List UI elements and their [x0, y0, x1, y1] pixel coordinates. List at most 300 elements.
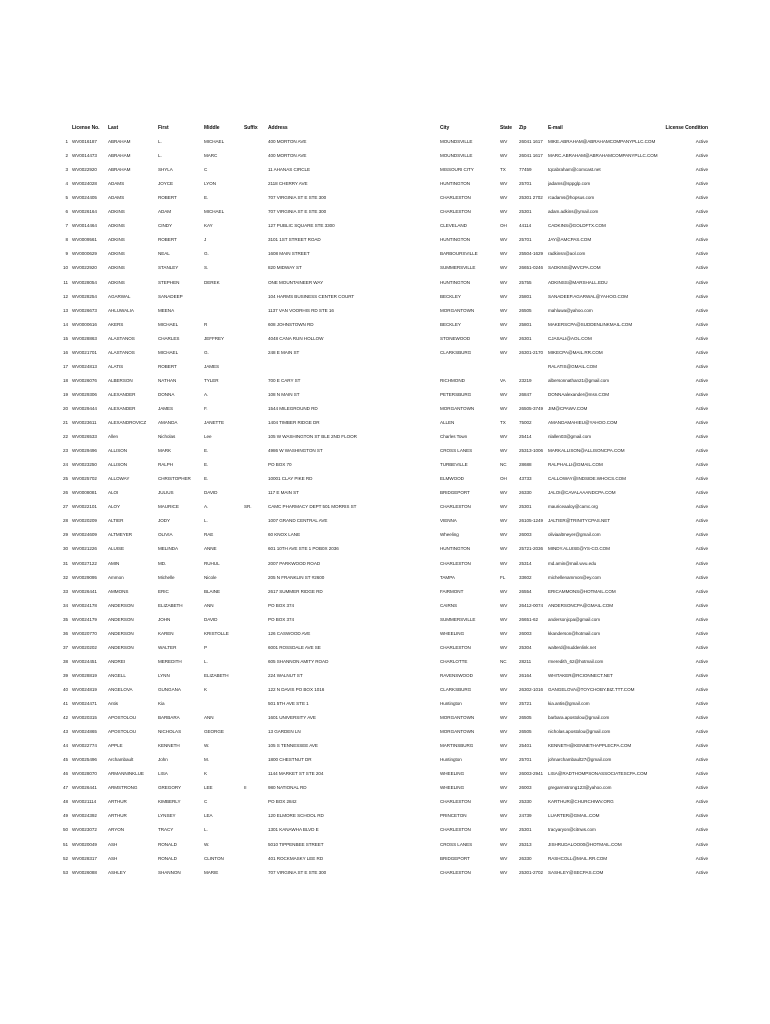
license-no-cell: WV0025496 [72, 757, 97, 763]
row-number: 45 [62, 757, 68, 763]
email-cell: johnarchambault27@gmail.com [548, 757, 612, 763]
address-cell: 980 NATIONAL RD [268, 785, 307, 791]
license-condition-cell: Active [695, 616, 708, 622]
last-name-cell: ADKINS [108, 265, 125, 271]
table-row [0, 192, 770, 203]
table-row [0, 319, 770, 330]
state-cell: WV [500, 616, 508, 622]
city-cell: HUNTINGTON [440, 546, 471, 552]
zip-cell: 26003 [519, 630, 532, 636]
row-number: 1 [65, 139, 68, 144]
zip-cell: 26301-2170 [519, 349, 544, 355]
row-number: 12 [62, 293, 68, 299]
license-condition-cell: Active [695, 686, 708, 692]
address-cell: 117 E MAIN ST [268, 490, 299, 496]
address-cell: 1137 VAN VOORHIS RD STE 16 [268, 307, 334, 313]
address-cell: 707 VIRGINIA ST E STE 300 [268, 869, 327, 875]
table-row [0, 220, 770, 231]
table-row [0, 417, 770, 428]
city-cell: SUMMERSVILLE [440, 616, 476, 622]
zip-cell: 26003-2941 [519, 771, 544, 777]
state-cell: WV [500, 349, 508, 355]
state-cell: WV [500, 729, 508, 735]
license-no-cell: WV0024028 [72, 181, 97, 187]
license-condition-cell: Active [695, 420, 708, 425]
address-cell: 2118 CHERRY AVE [268, 181, 308, 187]
zip-cell: 25721 [519, 701, 532, 706]
address-cell: 122 N DAVIS PO BOX 1016 [268, 686, 325, 692]
first-name-cell: SHYLA [158, 167, 173, 173]
zip-cell: 25801 [519, 293, 532, 299]
zip-cell: 25401 [519, 743, 532, 749]
city-cell: BRIDGEPORT [440, 855, 470, 861]
last-name-cell: ALTMEYER [108, 532, 133, 538]
license-no-cell: WV0020209 [72, 518, 97, 524]
row-number: 41 [62, 701, 68, 706]
header-license-condition: License Condition [665, 125, 708, 131]
table-row [0, 150, 770, 161]
middle-name-cell: GEORGE [204, 729, 224, 735]
email-cell: KENNETH@KENNETHAPPLECPA.COM [548, 743, 632, 749]
row-number: 28 [62, 518, 68, 524]
license-condition-cell: Active [695, 644, 708, 650]
state-cell: NC [500, 462, 507, 468]
table-row [0, 459, 770, 470]
last-name-cell: ASHLEY [108, 869, 126, 875]
zip-cell: 26003 [519, 785, 532, 791]
zip-cell: 25721-2036 [519, 546, 544, 552]
first-name-cell: MELINDA [158, 546, 179, 552]
first-name-cell: ROBERT [158, 237, 177, 243]
email-cell: JAY@AMCPAS.COM [548, 237, 592, 243]
middle-name-cell: JAMES [204, 363, 220, 369]
state-cell: WV [500, 237, 508, 243]
first-name-cell: GREGORY [158, 785, 182, 791]
city-cell: Wheeling [440, 532, 459, 538]
first-name-cell: ERIC [158, 588, 169, 594]
middle-name-cell: MICHAEL [204, 209, 225, 215]
license-no-cell: WV0028054 [72, 279, 97, 285]
table-row [0, 487, 770, 498]
email-cell: oliviaaltmeyer@gmail.com [548, 532, 601, 538]
last-name-cell: ALATIS [108, 363, 124, 369]
last-name-cell: Allen [108, 434, 118, 440]
middle-name-cell: JANETTE [204, 420, 225, 425]
middle-name-cell: K [204, 771, 208, 777]
middle-name-cell: A. [204, 391, 209, 397]
city-cell: Huntington [440, 701, 462, 706]
license-condition-cell: Active [695, 181, 708, 187]
table-row [0, 473, 770, 484]
table-row [0, 558, 770, 569]
license-condition-cell: Active [695, 363, 708, 369]
zip-cell: 75002 [519, 420, 532, 425]
address-cell: 6001 ROSSDALE AVE SE [268, 644, 321, 650]
header-state: State [500, 125, 512, 131]
state-cell: WV [500, 448, 508, 454]
first-name-cell: JULIUS [158, 490, 174, 496]
zip-cell: 25301 [519, 827, 532, 833]
city-cell: WHEELING [440, 785, 465, 791]
middle-name-cell: MARIE [204, 869, 219, 875]
email-cell: JIM@CPAWV.COM [548, 405, 588, 411]
last-name-cell: APPLE [108, 743, 123, 749]
email-cell: andersonjcpa@gmail.com [548, 616, 601, 622]
license-no-cell: WV0021114 [72, 799, 97, 805]
address-cell: 1544 MILEGROUND RD [268, 405, 318, 411]
zip-cell: 25330 [519, 799, 532, 805]
license-condition-cell: Active [695, 518, 708, 524]
first-name-cell: SHANNON [158, 869, 181, 875]
license-condition-cell: Active [695, 490, 708, 496]
table-row [0, 853, 770, 864]
table-row [0, 768, 770, 779]
license-no-cell: WV0028070 [72, 771, 97, 777]
zip-cell: 26505 [519, 729, 532, 735]
license-no-cell: WV0024819 [72, 686, 97, 692]
first-name-cell: GUNGANA [158, 686, 181, 692]
address-cell: PO BOX 70 [268, 462, 292, 468]
table-row [0, 375, 770, 386]
first-name-cell: ADAM [158, 209, 172, 215]
state-cell: WV [500, 686, 508, 692]
city-cell: BRIDGEPORT [440, 490, 470, 496]
state-cell: WV [500, 335, 508, 341]
row-number: 39 [62, 672, 68, 678]
license-no-cell: WV0026673 [72, 307, 97, 313]
row-number: 19 [62, 391, 68, 397]
license-no-cell: WV0014464 [72, 223, 97, 229]
address-cell: 707 VIRGINIA ST E STE 300 [268, 209, 327, 215]
zip-cell: 25755 [519, 279, 532, 285]
zip-cell: 26554 [519, 588, 532, 594]
license-no-cell: WV0024865 [72, 729, 97, 735]
address-cell: 104 HARMS BUSINESS CENTER COURT [268, 293, 355, 299]
row-number: 22 [62, 434, 68, 440]
table-row [0, 333, 770, 344]
city-cell: MORGANTOWN [440, 729, 475, 735]
middle-name-cell: W. [204, 743, 210, 749]
middle-name-cell: G. [204, 349, 209, 355]
license-condition-cell: Active [695, 307, 708, 313]
state-cell: WV [500, 827, 508, 833]
table-row [0, 543, 770, 554]
table-row [0, 361, 770, 372]
license-no-cell: WV0028317 [72, 855, 97, 861]
license-condition-cell: Active [695, 377, 708, 383]
city-cell: MOUNDSVILLE [440, 139, 473, 144]
row-number: 46 [62, 771, 68, 777]
license-no-cell: WV0021226 [72, 546, 97, 552]
address-cell: 5010 TIPPENBEE STREET [268, 841, 324, 847]
table-row [0, 600, 770, 611]
first-name-cell: CINDY [158, 223, 173, 229]
zip-cell: 25701 [519, 181, 532, 187]
license-condition-cell: Active [695, 532, 708, 538]
address-cell: 401 ROCKMASKY LEE RD [268, 855, 324, 861]
last-name-cell: Ammon [108, 574, 124, 580]
row-number: 47 [62, 785, 68, 791]
first-name-cell: KENNETH [158, 743, 180, 749]
city-cell: MOUNDSVILLE [440, 153, 473, 159]
email-cell: GANGELOVA@TOYCHOBY.BIZ.TTT.COM [548, 686, 635, 692]
table-row [0, 389, 770, 400]
city-cell: CHARLESTON [440, 799, 471, 805]
license-condition-cell: Active [695, 448, 708, 454]
row-number: 10 [62, 265, 68, 271]
table-row [0, 445, 770, 456]
table-row [0, 810, 770, 821]
license-no-cell: WV0020770 [72, 630, 97, 636]
zip-cell: 23219 [519, 377, 532, 383]
middle-name-cell: A. [204, 504, 209, 510]
state-cell: WV [500, 799, 508, 805]
zip-cell: 43733 [519, 476, 532, 482]
state-cell: WV [500, 869, 508, 875]
table-row [0, 628, 770, 639]
license-no-cell: WV0022920 [72, 265, 97, 271]
table-row [0, 347, 770, 358]
table-row [0, 136, 770, 147]
address-cell: 1404 TIMBER RIDGE DR [268, 420, 320, 425]
city-cell: MISSOURI CITY [440, 167, 474, 173]
state-cell: WV [500, 321, 508, 327]
header-address: Address [268, 125, 288, 131]
table-row [0, 670, 770, 681]
header-email: E-mail [548, 125, 563, 131]
address-cell: 3101 1ST STREET ROAD [268, 237, 321, 243]
email-cell: WHITAKER@RCIONNECT.NET [548, 672, 613, 678]
city-cell: RAVENSWOOD [440, 672, 473, 678]
email-cell: radkinsn@aol.com [548, 251, 586, 257]
zip-cell: 26041 1617 [519, 139, 543, 144]
license-condition-cell: Active [695, 827, 708, 833]
license-no-cell: WV0024609 [72, 532, 97, 538]
last-name-cell: AMIN [108, 560, 120, 566]
address-cell: 2617 SUMMER RIDGE RD [268, 588, 323, 594]
last-name-cell: ALBERSON [108, 377, 133, 383]
first-name-cell: NATHAN [158, 377, 177, 383]
license-no-cell: WV0024179 [72, 616, 97, 622]
row-number: 37 [62, 644, 68, 650]
table-row [0, 782, 770, 793]
last-name-cell: APOSTOLOU [108, 715, 137, 721]
row-number: 7 [65, 223, 68, 229]
license-condition-cell: Active [695, 841, 708, 847]
last-name-cell: ALEXANDER [108, 405, 136, 411]
license-no-cell: WV0022101 [72, 504, 97, 510]
row-number: 24 [62, 462, 68, 468]
table-row [0, 839, 770, 850]
zip-cell: 28211 [519, 658, 532, 664]
first-name-cell: CHARLES [158, 335, 180, 341]
license-condition-cell: Active [695, 405, 708, 411]
row-number: 52 [62, 855, 68, 861]
state-cell: WV [500, 293, 508, 299]
table-row [0, 515, 770, 526]
state-cell: WV [500, 757, 508, 763]
middle-name-cell: ANN [204, 602, 214, 608]
email-cell: SANADEEP.AGARWAL@YAHOO.COM [548, 293, 629, 299]
email-cell: CJASALI@AOL.COM [548, 335, 592, 341]
state-cell: WV [500, 588, 508, 594]
address-cell: 1007 GRAND CENTRAL AVE [268, 518, 328, 524]
middle-name-cell: Nicole [204, 574, 217, 580]
city-cell: SUMMERSVILLE [440, 265, 476, 271]
license-condition-cell: Active [695, 715, 708, 721]
state-cell: WV [500, 434, 508, 440]
state-cell: WV [500, 602, 508, 608]
state-cell: WV [500, 405, 508, 411]
city-cell: MORGANTOWN [440, 715, 475, 721]
first-name-cell: NICHOLAS [158, 729, 182, 735]
license-condition-cell: Active [695, 279, 708, 285]
first-name-cell: TRACY [158, 827, 174, 833]
zip-cell: 26505-3749 [519, 405, 544, 411]
first-name-cell: MICHAEL [158, 321, 179, 327]
email-cell: JALTIER@TRINITYCPAS.NET [548, 518, 611, 524]
middle-name-cell: Lee [204, 434, 212, 440]
license-no-cell: WV0029496 [72, 448, 97, 454]
license-no-cell: WV0029306 [72, 391, 97, 397]
address-cell: 400 MORTON AVE [268, 139, 307, 144]
first-name-cell: MAURICE [158, 504, 179, 510]
last-name-cell: ADKINS [108, 209, 125, 215]
address-cell: 1608 MAIN STREET [268, 251, 310, 257]
suffix-cell: SR. [244, 504, 252, 510]
city-cell: BECKLEY [440, 321, 461, 327]
last-name-cell: ADKINS [108, 237, 125, 243]
city-cell: MARTINSBURG [440, 743, 474, 749]
address-cell: 13 GARDEN LN [268, 729, 301, 735]
zip-cell: 25801 [519, 321, 532, 327]
email-cell: MAKERSCPA@SUDDENLINKMAIL.COM [548, 321, 633, 327]
address-cell: 108 N MAIN ST [268, 391, 300, 397]
row-number: 49 [62, 813, 68, 819]
address-cell: 501 5TH AVE STE 1 [268, 701, 309, 706]
license-no-cell: WV0024405 [72, 195, 97, 201]
first-name-cell: Michelle [158, 574, 175, 580]
table-row [0, 740, 770, 751]
last-name-cell: ASH [108, 841, 118, 847]
email-cell: mauriceaaloy@camc.org [548, 504, 598, 510]
first-name-cell: BARBARA [158, 715, 180, 721]
zip-cell: 26003 [519, 532, 532, 538]
table-row [0, 178, 770, 189]
middle-name-cell: C [204, 167, 208, 173]
middle-name-cell: L. [204, 518, 208, 524]
email-cell: RALPHALLI@GMAIL.COM [548, 462, 603, 468]
middle-name-cell: F. [204, 405, 208, 411]
last-name-cell: ALASTANOS [108, 349, 135, 355]
address-cell: PO BOX 2842 [268, 799, 297, 805]
city-cell: HUNTINGTON [440, 181, 471, 187]
last-name-cell: ALOI [108, 490, 119, 496]
address-cell: 11 AHANAS CIRCLE [268, 167, 311, 173]
city-cell: CAIRNS [440, 602, 458, 608]
license-no-cell: WV0024813 [72, 363, 97, 369]
zip-cell: 25301 2702 [519, 195, 543, 201]
license-no-cell: WV0021701 [72, 349, 97, 355]
last-name-cell: ARTHUR [108, 813, 127, 819]
last-name-cell: ARMANNINKLUE [108, 771, 144, 777]
row-number: 51 [62, 841, 68, 847]
address-cell: 820 MIDWAY ST [268, 265, 302, 271]
license-condition-cell: Active [695, 546, 708, 552]
license-condition-cell: Active [695, 223, 708, 229]
address-cell: 4986 W WASHINGTON ST [268, 448, 323, 454]
city-cell: VIENNA [440, 518, 457, 524]
address-cell: 605 SHANNON AMITY ROAD [268, 658, 329, 664]
address-cell: 1800 CHESTNUT DR [268, 757, 312, 763]
middle-name-cell: KAY [204, 223, 213, 229]
table-row [0, 642, 770, 653]
last-name-cell: ABRAHAM [108, 153, 131, 159]
table-row [0, 164, 770, 175]
city-cell: CHARLESTON [440, 644, 471, 650]
city-cell: ALLEN [440, 420, 455, 425]
state-cell: WV [500, 630, 508, 636]
email-cell: SASHLEY@SECPAS.COM [548, 869, 604, 875]
last-name-cell: ARYON [108, 827, 125, 833]
address-cell: 120 ELMORE SCHOOL RD [268, 813, 324, 819]
city-cell: ELMWOOD [440, 476, 464, 482]
license-condition-cell: Active [695, 209, 708, 215]
row-number: 44 [62, 743, 68, 749]
table-row [0, 529, 770, 540]
state-cell: WV [500, 518, 508, 524]
license-no-cell: WV0028254 [72, 293, 97, 299]
row-number: 40 [62, 686, 68, 692]
zip-cell: 26105-1249 [519, 518, 544, 524]
last-name-cell: ALASTANOS [108, 335, 135, 341]
email-cell: MARC.ABRAHAM@ABRAHAMCOMPANYPLLC.COM [548, 153, 658, 159]
city-cell: CHARLESTON [440, 560, 471, 566]
state-cell: WV [500, 546, 508, 552]
middle-name-cell: R [204, 321, 208, 327]
zip-cell: 25301 [519, 209, 532, 215]
license-no-cell: WV0016187 [72, 139, 97, 144]
email-cell: michellenammon@ey.com [548, 574, 601, 580]
last-name-cell: ANDERSON [108, 630, 134, 636]
address-cell: 4048 CANA RUN HOLLOW [268, 335, 324, 341]
row-number: 33 [62, 588, 68, 594]
license-condition-cell: Active [695, 195, 708, 201]
header-license-no: License No. [72, 125, 100, 131]
first-name-cell: JODY [158, 518, 171, 524]
license-no-cell: WV0026164 [72, 209, 97, 215]
last-name-cell: ANGELL [108, 672, 126, 678]
last-name-cell: ALLOWAY [108, 476, 130, 482]
email-cell: JISHRUDALOO00@HOTMAIL.COM [548, 841, 622, 847]
first-name-cell: JAMES [158, 405, 174, 411]
city-cell: TAMPA [440, 574, 455, 580]
city-cell: PRINCETON [440, 813, 467, 819]
license-condition-cell: Active [695, 349, 708, 355]
email-cell: MIKE.ABRAHAM@ABRAHAMCOMPANYPLLC.COM [548, 139, 656, 144]
email-cell: albersonnathan21@gmail.com [548, 377, 610, 383]
license-condition-cell: Active [695, 391, 708, 397]
state-cell: WV [500, 560, 508, 566]
state-cell: WV [500, 490, 508, 496]
email-cell: md.amin@mail.wvu.edu [548, 560, 597, 566]
row-number: 26 [62, 490, 68, 496]
table-header-row [0, 123, 770, 134]
email-cell: CADKINS@GOLDFTX.COM [548, 223, 606, 229]
first-name-cell: RONALD [158, 841, 177, 847]
zip-cell: 25301-2702 [519, 869, 544, 875]
last-name-cell: AGARWAL [108, 293, 131, 299]
